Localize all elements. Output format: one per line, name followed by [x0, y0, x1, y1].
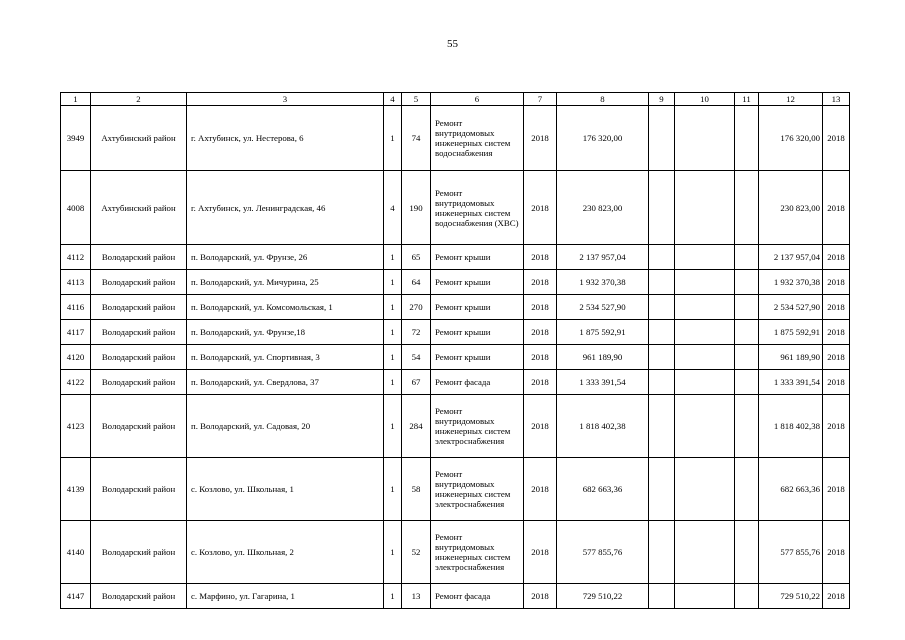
cell-district: Ахтубинский район [91, 106, 187, 171]
cell-col10 [675, 345, 735, 370]
cell-total: 1 333 391,54 [759, 370, 823, 395]
cell-col5: 284 [402, 395, 431, 458]
cell-col10 [675, 270, 735, 295]
table-row [61, 320, 850, 345]
cell-col10 [675, 245, 735, 270]
cell-work-type: Ремонт крыши [431, 295, 524, 320]
cell-col9 [649, 106, 675, 171]
cell-year2: 2018 [823, 106, 850, 171]
cell-year2: 2018 [823, 245, 850, 270]
cell-work-type: Ремонт фасада [431, 584, 524, 609]
cell-total: 176 320,00 [759, 106, 823, 171]
cell-address: г. Ахтубинск, ул. Ленинградская, 46 [187, 171, 384, 245]
cell-id: 4112 [61, 245, 91, 270]
page-number: 55 [447, 38, 458, 50]
cell-district: Володарский район [91, 584, 187, 609]
cell-col10 [675, 395, 735, 458]
column-header: 12 [759, 93, 823, 106]
cell-total: 729 510,22 [759, 584, 823, 609]
cell-col4: 1 [384, 295, 402, 320]
cell-col11 [735, 295, 759, 320]
cell-address: с. Марфино, ул. Гагарина, 1 [187, 584, 384, 609]
column-header: 6 [431, 93, 524, 106]
cell-col9 [649, 171, 675, 245]
cell-work-type: Ремонт внутридомовых инженерных систем электроснабжения [431, 395, 524, 458]
cell-year2: 2018 [823, 370, 850, 395]
cell-district: Володарский район [91, 370, 187, 395]
cell-col10 [675, 584, 735, 609]
cell-cost: 1 818 402,38 [557, 395, 649, 458]
cell-col4: 1 [384, 370, 402, 395]
cell-work-type: Ремонт крыши [431, 345, 524, 370]
column-header: 4 [384, 93, 402, 106]
cell-year: 2018 [524, 106, 557, 171]
cell-col11 [735, 270, 759, 295]
cell-year: 2018 [524, 245, 557, 270]
cell-col9 [649, 295, 675, 320]
cell-cost: 176 320,00 [557, 106, 649, 171]
cell-id: 4122 [61, 370, 91, 395]
cell-year: 2018 [524, 345, 557, 370]
cell-work-type: Ремонт внутридомовых инженерных систем водоснабжения [431, 106, 524, 171]
cell-col9 [649, 345, 675, 370]
cell-year2: 2018 [823, 584, 850, 609]
cell-col10 [675, 458, 735, 521]
cell-col11 [735, 521, 759, 584]
cell-total: 577 855,76 [759, 521, 823, 584]
cell-id: 4008 [61, 171, 91, 245]
cell-col4: 1 [384, 345, 402, 370]
cell-id: 4140 [61, 521, 91, 584]
cell-district: Володарский район [91, 458, 187, 521]
cell-id: 4139 [61, 458, 91, 521]
cell-col9 [649, 370, 675, 395]
cell-total: 961 189,90 [759, 345, 823, 370]
cell-id: 3949 [61, 106, 91, 171]
cell-address: с. Козлово, ул. Школьная, 2 [187, 521, 384, 584]
cell-cost: 2 534 527,90 [557, 295, 649, 320]
cell-col5: 74 [402, 106, 431, 171]
cell-col10 [675, 106, 735, 171]
cell-col10 [675, 370, 735, 395]
cell-work-type: Ремонт внутридомовых инженерных систем электроснабжения [431, 521, 524, 584]
cell-address: п. Володарский, ул. Фрунзе, 26 [187, 245, 384, 270]
cell-work-type: Ремонт внутридомовых инженерных систем электроснабжения [431, 458, 524, 521]
cell-col9 [649, 270, 675, 295]
cell-col5: 54 [402, 345, 431, 370]
table-row [61, 270, 850, 295]
cell-year2: 2018 [823, 171, 850, 245]
cell-id: 4116 [61, 295, 91, 320]
cell-year2: 2018 [823, 395, 850, 458]
cell-cost: 230 823,00 [557, 171, 649, 245]
column-header: 2 [91, 93, 187, 106]
cell-col11 [735, 345, 759, 370]
cell-total: 2 534 527,90 [759, 295, 823, 320]
cell-col5: 190 [402, 171, 431, 245]
cell-year2: 2018 [823, 320, 850, 345]
cell-address: п. Володарский, ул. Комсомольская, 1 [187, 295, 384, 320]
table-row [61, 171, 850, 245]
cell-col5: 64 [402, 270, 431, 295]
table-row [61, 295, 850, 320]
cell-district: Володарский район [91, 295, 187, 320]
cell-col9 [649, 245, 675, 270]
cell-address: г. Ахтубинск, ул. Нестерова, 6 [187, 106, 384, 171]
cell-cost: 577 855,76 [557, 521, 649, 584]
cell-col4: 1 [384, 270, 402, 295]
table-row [61, 584, 850, 609]
cell-col4: 1 [384, 320, 402, 345]
cell-total: 2 137 957,04 [759, 245, 823, 270]
cell-col5: 72 [402, 320, 431, 345]
cell-col5: 52 [402, 521, 431, 584]
column-header: 9 [649, 93, 675, 106]
column-header: 7 [524, 93, 557, 106]
cell-work-type: Ремонт крыши [431, 245, 524, 270]
cell-district: Володарский район [91, 245, 187, 270]
column-header: 11 [735, 93, 759, 106]
cell-col9 [649, 458, 675, 521]
column-header: 13 [823, 93, 850, 106]
cell-col10 [675, 295, 735, 320]
cell-cost: 682 663,36 [557, 458, 649, 521]
cell-year2: 2018 [823, 295, 850, 320]
cell-col5: 58 [402, 458, 431, 521]
cell-year: 2018 [524, 395, 557, 458]
cell-col4: 4 [384, 171, 402, 245]
cell-col9 [649, 584, 675, 609]
cell-col9 [649, 521, 675, 584]
cell-address: п. Володарский, ул. Садовая, 20 [187, 395, 384, 458]
cell-district: Володарский район [91, 270, 187, 295]
cell-col5: 270 [402, 295, 431, 320]
cell-total: 1 818 402,38 [759, 395, 823, 458]
cell-col11 [735, 370, 759, 395]
cell-col11 [735, 171, 759, 245]
cell-col10 [675, 171, 735, 245]
cell-col11 [735, 245, 759, 270]
cell-col11 [735, 395, 759, 458]
cell-address: п. Володарский, ул. Спортивная, 3 [187, 345, 384, 370]
cell-col5: 65 [402, 245, 431, 270]
column-header: 8 [557, 93, 649, 106]
cell-year2: 2018 [823, 458, 850, 521]
column-header: 1 [61, 93, 91, 106]
cell-total: 1 932 370,38 [759, 270, 823, 295]
cell-col5: 67 [402, 370, 431, 395]
cell-cost: 2 137 957,04 [557, 245, 649, 270]
cell-col9 [649, 395, 675, 458]
cell-col11 [735, 458, 759, 521]
cell-col4: 1 [384, 458, 402, 521]
cell-total: 682 663,36 [759, 458, 823, 521]
column-header: 10 [675, 93, 735, 106]
cell-col4: 1 [384, 245, 402, 270]
cell-year: 2018 [524, 584, 557, 609]
cell-year: 2018 [524, 295, 557, 320]
cell-work-type: Ремонт фасада [431, 370, 524, 395]
cell-cost: 729 510,22 [557, 584, 649, 609]
cell-year: 2018 [524, 370, 557, 395]
cell-year2: 2018 [823, 270, 850, 295]
cell-id: 4113 [61, 270, 91, 295]
cell-year2: 2018 [823, 345, 850, 370]
repair-program-table [60, 92, 850, 609]
cell-col10 [675, 521, 735, 584]
table-row [61, 521, 850, 584]
cell-year2: 2018 [823, 521, 850, 584]
cell-col11 [735, 106, 759, 171]
table-row [61, 395, 850, 458]
cell-id: 4120 [61, 345, 91, 370]
cell-col4: 1 [384, 395, 402, 458]
cell-col11 [735, 584, 759, 609]
cell-district: Ахтубинский район [91, 171, 187, 245]
cell-year: 2018 [524, 171, 557, 245]
cell-year: 2018 [524, 458, 557, 521]
column-header: 5 [402, 93, 431, 106]
cell-col9 [649, 320, 675, 345]
table-row [61, 458, 850, 521]
table-row [61, 345, 850, 370]
cell-work-type: Ремонт крыши [431, 320, 524, 345]
table-row [61, 245, 850, 270]
table-row [61, 370, 850, 395]
cell-district: Володарский район [91, 345, 187, 370]
cell-address: п. Володарский, ул. Фрунзе,18 [187, 320, 384, 345]
cell-cost: 1 875 592,91 [557, 320, 649, 345]
cell-year: 2018 [524, 270, 557, 295]
cell-col4: 1 [384, 106, 402, 171]
cell-work-type: Ремонт крыши [431, 270, 524, 295]
cell-district: Володарский район [91, 395, 187, 458]
cell-cost: 1 333 391,54 [557, 370, 649, 395]
cell-cost: 1 932 370,38 [557, 270, 649, 295]
cell-work-type: Ремонт внутридомовых инженерных систем водоснабжения (ХВС) [431, 171, 524, 245]
cell-address: с. Козлово, ул. Школьная, 1 [187, 458, 384, 521]
cell-col4: 1 [384, 521, 402, 584]
cell-id: 4117 [61, 320, 91, 345]
cell-col10 [675, 320, 735, 345]
cell-address: п. Володарский, ул. Свердлова, 37 [187, 370, 384, 395]
cell-year: 2018 [524, 521, 557, 584]
cell-district: Володарский район [91, 521, 187, 584]
cell-col11 [735, 320, 759, 345]
header-row [61, 93, 850, 106]
cell-total: 1 875 592,91 [759, 320, 823, 345]
cell-id: 4147 [61, 584, 91, 609]
table-row [61, 106, 850, 171]
cell-col5: 13 [402, 584, 431, 609]
column-header: 3 [187, 93, 384, 106]
cell-cost: 961 189,90 [557, 345, 649, 370]
cell-address: п. Володарский, ул. Мичурина, 25 [187, 270, 384, 295]
cell-total: 230 823,00 [759, 171, 823, 245]
cell-id: 4123 [61, 395, 91, 458]
cell-col4: 1 [384, 584, 402, 609]
cell-year: 2018 [524, 320, 557, 345]
cell-district: Володарский район [91, 320, 187, 345]
